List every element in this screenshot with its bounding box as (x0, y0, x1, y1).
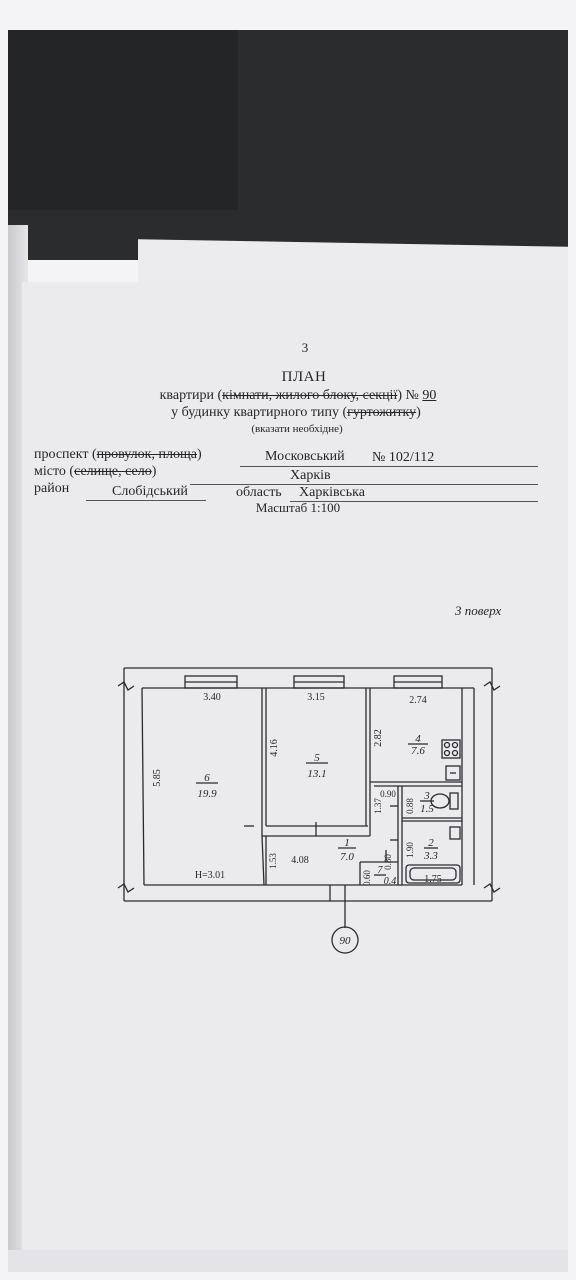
district-label: район (34, 481, 70, 496)
dim-top-room5: 3.15 (307, 692, 325, 703)
oblast-value: Харківська (299, 485, 365, 500)
room-3-area: 1.5 (420, 803, 434, 815)
wall-left-inner (142, 688, 144, 885)
room-5-number: 5 (314, 752, 320, 764)
dim-408: 4.08 (291, 855, 309, 866)
room-7-number: 7 (377, 865, 383, 876)
apartment-suffix: ) № (397, 388, 423, 403)
apartment-marker-number: 90 (339, 935, 351, 947)
dim-090: 0.90 (380, 789, 396, 799)
wall-6-1 (262, 836, 264, 885)
oblast-label: область (236, 485, 282, 500)
room-4-number: 4 (415, 733, 421, 745)
street-label-struck: провулок, площа (96, 447, 197, 462)
street-value: Московський (265, 449, 345, 464)
room-2-area: 3.3 (424, 850, 438, 862)
washbasin-icon (450, 827, 460, 839)
apartment-struck: кімнати, жилого блоку, секції (222, 388, 398, 403)
room-3-number: 3 (424, 790, 430, 802)
stove-icon (442, 740, 460, 758)
building-prefix: у будинку квартирного типу ( (171, 405, 348, 420)
apartment-prefix: квартири ( (159, 388, 223, 403)
room-7-area: 0.4 (383, 876, 397, 887)
room-1-number: 1 (344, 837, 350, 849)
dim-190: 1.90 (405, 842, 415, 858)
room-2-number: 2 (428, 837, 434, 849)
page-number: 3 (301, 340, 309, 355)
dim-088: 0.88 (405, 798, 415, 814)
district-value: Слобідський (112, 484, 188, 499)
dim-060: 0.60 (362, 870, 372, 886)
city-label-prefix: місто ( (34, 464, 75, 479)
dim-room5-depth: 4.16 (269, 739, 280, 757)
apartment-number: 90 (422, 388, 437, 403)
break-mark-left-bottom (118, 884, 134, 892)
street-number: № 102/112 (372, 450, 435, 465)
building-struck: гуртожитку (347, 405, 417, 420)
room-6-area: 19.9 (197, 788, 217, 800)
dim-top-room6: 3.40 (203, 692, 221, 703)
dim-080: 0.80 (383, 854, 393, 870)
city-label-suffix: ) (151, 464, 157, 479)
dim-room6-depth: 5.85 (152, 769, 163, 787)
specify-hint: (вказати необхідне) (251, 423, 343, 435)
dim-137: 1.37 (373, 798, 383, 814)
street-label-prefix: проспект ( (34, 447, 97, 462)
room-4-area: 7.6 (411, 745, 425, 757)
dim-153: 1.53 (268, 853, 278, 869)
room-6-number: 6 (204, 772, 210, 784)
dim-room4-depth: 2.82 (373, 729, 384, 747)
dim-175: 1.75 (424, 874, 442, 885)
plan-title: ПЛАН (281, 369, 327, 385)
ceiling-height: H=3.01 (194, 870, 226, 881)
scale-label: Масштаб 1:100 (255, 500, 341, 515)
city-value: Харків (290, 468, 331, 483)
floor-label: 3 поверх (455, 603, 502, 618)
room-1-area: 7.0 (340, 851, 354, 863)
room-5-area: 13.1 (307, 768, 327, 780)
city-label-struck: селище, село (74, 464, 152, 479)
break-mark-left-top (118, 682, 134, 690)
street-label-suffix: ) (196, 447, 202, 462)
building-suffix: ) (416, 405, 421, 420)
dim-top-room4: 2.74 (409, 695, 427, 706)
